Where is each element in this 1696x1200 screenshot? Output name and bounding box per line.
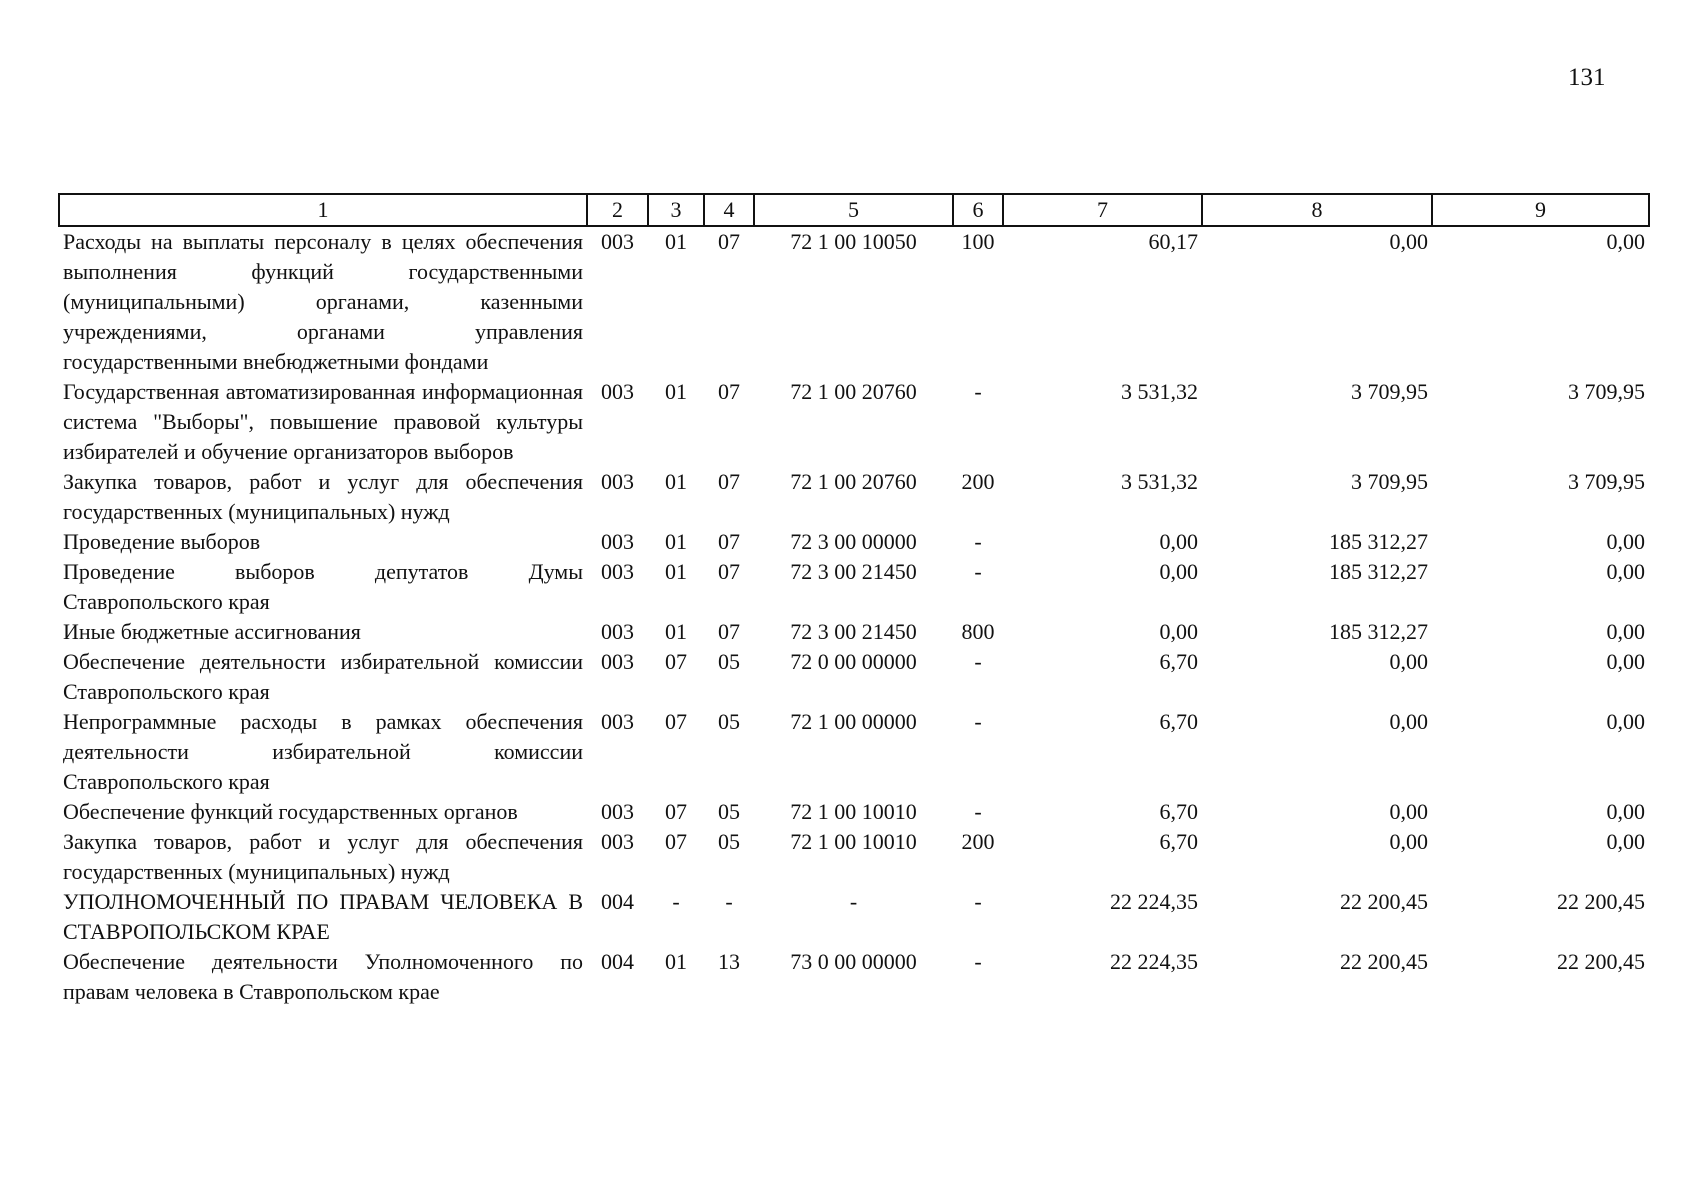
row-c3: 07 xyxy=(665,799,687,824)
table-row xyxy=(59,226,1649,377)
row-c8: 0,00 xyxy=(1389,829,1428,854)
row-c2: 003 xyxy=(601,469,634,494)
row-c2: 003 xyxy=(601,529,634,554)
row-c9: 0,00 xyxy=(1606,619,1645,644)
row-c3: 01 xyxy=(665,229,687,254)
row-c2: 003 xyxy=(601,709,634,734)
row-c5: 72 1 00 20760 xyxy=(790,379,917,404)
row-c2: 003 xyxy=(601,649,634,674)
row-c3: 07 xyxy=(665,829,687,854)
header-col-7: 7 xyxy=(1003,194,1202,226)
header-col-6: 6 xyxy=(953,194,1003,226)
row-name: Проведение выборов xyxy=(63,529,261,554)
row-c3: 01 xyxy=(665,949,687,974)
row-c4: 05 xyxy=(718,799,740,824)
row-c3: 01 xyxy=(665,529,687,554)
row-name: Обеспечение функций государственных органов xyxy=(63,799,518,824)
row-c2: 004 xyxy=(601,949,634,974)
row-c7: 6,70 xyxy=(1159,649,1198,674)
row-c9: 0,00 xyxy=(1606,649,1645,674)
row-c5: 72 3 00 21450 xyxy=(790,619,917,644)
row-c8: 185 312,27 xyxy=(1329,529,1428,554)
row-c9: 3 709,95 xyxy=(1568,469,1645,494)
row-c9: 0,00 xyxy=(1606,529,1645,554)
row-c6: - xyxy=(974,649,982,674)
row-c5: 72 3 00 00000 xyxy=(790,529,917,554)
row-c2: 003 xyxy=(601,229,634,254)
row-name: Обеспечение деятельности Уполномоченного по правам человека в Ставропольском крае xyxy=(63,949,583,1004)
row-c2: 004 xyxy=(601,889,634,914)
row-name: Государственная автоматизированная информационная система "Выборы", повышение правовой культуры избирателей и обучение организаторов выборов xyxy=(63,379,583,464)
table-row xyxy=(59,797,1649,827)
row-c8: 0,00 xyxy=(1389,649,1428,674)
row-c7: 22 224,35 xyxy=(1110,889,1198,914)
row-c9: 0,00 xyxy=(1606,559,1645,584)
row-c7: 22 224,35 xyxy=(1110,949,1198,974)
header-row xyxy=(59,194,1649,226)
row-c6: - xyxy=(974,799,982,824)
row-c7: 60,17 xyxy=(1148,229,1198,254)
row-c5: 72 1 00 10010 xyxy=(790,829,917,854)
row-c7: 3 531,32 xyxy=(1121,379,1198,404)
table-row xyxy=(59,947,1649,1007)
row-c3: - xyxy=(672,889,680,914)
row-name: Проведение выборов депутатов Думы Ставропольского края xyxy=(63,559,583,614)
table-row xyxy=(59,377,1649,467)
row-c2: 003 xyxy=(601,559,634,584)
row-c4: 07 xyxy=(718,379,740,404)
header-col-1: 1 xyxy=(59,194,587,226)
row-c9: 0,00 xyxy=(1606,829,1645,854)
row-c8: 22 200,45 xyxy=(1340,889,1428,914)
header-col-9: 9 xyxy=(1432,194,1649,226)
row-c5: 72 1 00 20760 xyxy=(790,469,917,494)
row-name: Обеспечение деятельности избирательной комиссии Ставропольского края xyxy=(63,649,583,704)
row-c2: 003 xyxy=(601,829,634,854)
table-row xyxy=(59,887,1649,947)
row-c4: 07 xyxy=(718,559,740,584)
row-c5: 72 1 00 10050 xyxy=(790,229,917,254)
row-c2: 003 xyxy=(601,799,634,824)
row-c9: 22 200,45 xyxy=(1557,949,1645,974)
row-c4: - xyxy=(725,889,733,914)
row-c6: - xyxy=(974,709,982,734)
row-c8: 0,00 xyxy=(1389,799,1428,824)
row-c6: - xyxy=(974,379,982,404)
row-c5: - xyxy=(849,889,858,914)
row-c4: 05 xyxy=(718,649,740,674)
row-c8: 185 312,27 xyxy=(1329,559,1428,584)
row-c3: 01 xyxy=(665,379,687,404)
row-c8: 0,00 xyxy=(1389,709,1428,734)
row-c9: 22 200,45 xyxy=(1557,889,1645,914)
row-c3: 01 xyxy=(665,559,687,584)
row-c6: 200 xyxy=(961,829,995,854)
row-c8: 185 312,27 xyxy=(1329,619,1428,644)
row-c4: 07 xyxy=(718,619,740,644)
row-c4: 07 xyxy=(718,529,740,554)
table-row xyxy=(59,467,1649,527)
row-c3: 07 xyxy=(665,649,687,674)
row-c7: 6,70 xyxy=(1159,709,1198,734)
row-c3: 01 xyxy=(665,469,687,494)
row-c7: 0,00 xyxy=(1159,529,1198,554)
row-c8: 3 709,95 xyxy=(1351,469,1428,494)
row-name: Закупка товаров, работ и услуг для обеспечения государственных (муниципальных) нужд xyxy=(63,469,583,524)
table-row xyxy=(59,557,1649,617)
table-row xyxy=(59,707,1649,797)
budget-table xyxy=(58,193,1650,1007)
header-col-8: 8 xyxy=(1202,194,1432,226)
row-c4: 13 xyxy=(718,949,740,974)
page-number: 131 xyxy=(1568,64,1606,91)
row-c5: 72 1 00 00000 xyxy=(790,709,917,734)
row-c9: 0,00 xyxy=(1606,799,1645,824)
row-c2: 003 xyxy=(601,379,634,404)
row-name: Непрограммные расходы в рамках обеспечения деятельности избирательной комиссии Ставропольского края xyxy=(63,709,583,794)
row-c3: 07 xyxy=(665,709,687,734)
row-c5: 73 0 00 00000 xyxy=(790,949,917,974)
row-c7: 3 531,32 xyxy=(1121,469,1198,494)
row-c6: - xyxy=(974,529,982,554)
row-c4: 07 xyxy=(718,229,740,254)
row-c6: - xyxy=(974,559,982,584)
header-col-3: 3 xyxy=(648,194,704,226)
row-c4: 07 xyxy=(718,469,740,494)
table-row xyxy=(59,617,1649,647)
row-c2: 003 xyxy=(601,619,634,644)
row-c3: 01 xyxy=(665,619,687,644)
table-row xyxy=(59,527,1649,557)
row-c4: 05 xyxy=(718,829,740,854)
row-c5: 72 1 00 10010 xyxy=(790,799,917,824)
table-row xyxy=(59,647,1649,707)
row-c6: - xyxy=(974,889,982,914)
table-row xyxy=(59,827,1649,887)
header-col-2: 2 xyxy=(587,194,648,226)
row-c8: 0,00 xyxy=(1389,229,1428,254)
row-name: УПОЛНОМОЧЕННЫЙ ПО ПРАВАМ ЧЕЛОВЕКА В СТАВРОПОЛЬСКОМ КРАЕ xyxy=(63,889,583,944)
row-name: Закупка товаров, работ и услуг для обеспечения государственных (муниципальных) нужд xyxy=(63,829,583,884)
row-c4: 05 xyxy=(718,709,740,734)
row-c7: 0,00 xyxy=(1159,619,1198,644)
row-c9: 0,00 xyxy=(1606,229,1645,254)
header-col-5: 5 xyxy=(754,194,953,226)
row-name: Иные бюджетные ассигнования xyxy=(63,619,361,644)
row-c8: 22 200,45 xyxy=(1340,949,1428,974)
row-c9: 0,00 xyxy=(1606,709,1645,734)
row-c5: 72 3 00 21450 xyxy=(790,559,917,584)
row-c7: 6,70 xyxy=(1159,799,1198,824)
row-c5: 72 0 00 00000 xyxy=(790,649,917,674)
row-name: Расходы на выплаты персоналу в целях обеспечения выполнения функций государственными (муниципальными) органами, казенными учреждениями, органами управления государственными внебюджетными фондами xyxy=(63,229,583,374)
row-c7: 0,00 xyxy=(1159,559,1198,584)
row-c6: 100 xyxy=(961,229,995,254)
row-c7: 6,70 xyxy=(1159,829,1198,854)
row-c6: 200 xyxy=(961,469,995,494)
row-c8: 3 709,95 xyxy=(1351,379,1428,404)
header-col-4: 4 xyxy=(704,194,754,226)
row-c9: 3 709,95 xyxy=(1568,379,1645,404)
row-c6: 800 xyxy=(961,619,995,644)
row-c6: - xyxy=(974,949,982,974)
